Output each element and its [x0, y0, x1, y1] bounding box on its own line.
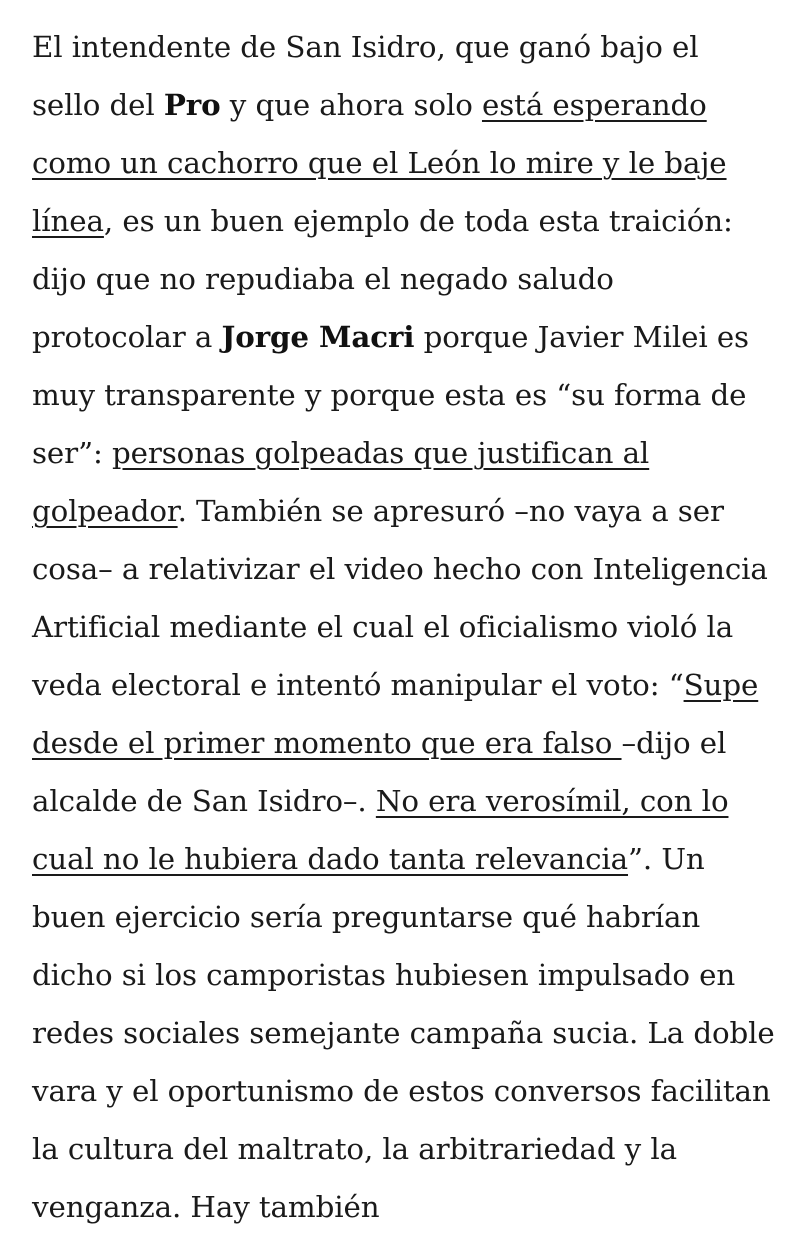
text-segment: –dijo el alcalde de San Isidro–.: [32, 726, 727, 818]
bold-name-jorge-macri: Jorge Macri: [221, 319, 415, 354]
link-cachorro[interactable]: está esperando como un cachorro que el León lo mire y le baje línea: [32, 88, 727, 238]
text-segment: y que ahora solo: [220, 88, 482, 122]
text-segment: porque Javier Milei es muy transparente y porque esta es “su forma de ser”:: [32, 320, 749, 470]
text-segment: , es un buen ejemplo de toda esta traición: dijo que no repudiaba el negado saludo protocolar a: [32, 204, 733, 354]
bold-name-pro: Pro: [163, 87, 221, 122]
link-no-era-verosimil[interactable]: No era verosímil, con lo cual no le hubiera dado tanta relevancia: [32, 784, 729, 876]
link-personas-golpeadas[interactable]: personas golpeadas que justifican al golpeador: [32, 436, 650, 528]
article-paragraph: [32, 18, 776, 1236]
text-segment: El intendente de San Isidro, que ganó bajo el sello del: [32, 30, 699, 122]
article-body: [32, 18, 776, 1236]
link-supe-desde[interactable]: Supe desde el primer momento que era falso: [32, 668, 759, 760]
text-segment: ”. Un buen ejercicio sería preguntarse qué habrían dicho si los camporistas hubiesen impulsado en redes sociales semejante campaña sucia. La doble vara y el oportunismo de estos conversos facilitan la cultura del maltrato, la arbitrariedad y la venganza. Hay también: [32, 842, 775, 1224]
text-segment: . También se apresuró –no vaya a ser cosa– a relativizar el video hecho con Inteligencia Artificial mediante el cual el oficialismo violó la veda electoral e intentó manipular el voto: “: [32, 494, 768, 702]
